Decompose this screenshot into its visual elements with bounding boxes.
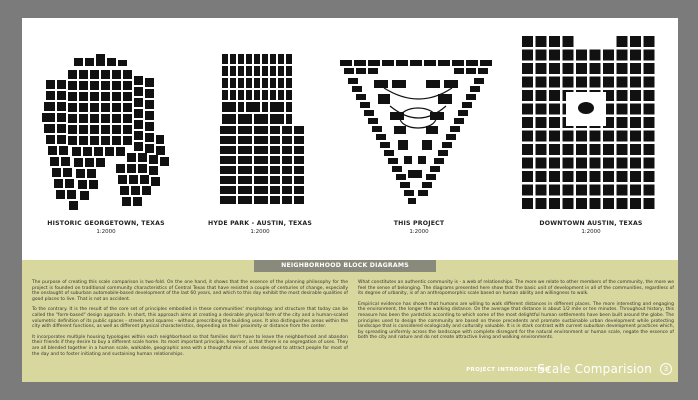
footer-page-title: Scale Comparision xyxy=(537,362,652,376)
footer-section-label: PROJECT INTRODUCTION xyxy=(466,367,550,373)
right-paragraph-1: What constitutes an authentic community is - a web of relationships. The more we relate to other members of the community, the more we feel the sense of belonging. The diagrams presented here show that the basic unit of development in all of the communities, regardless of its degree of urbanity, is of an anthropomorphic scale based on human ability and willingness to walk. xyxy=(358,280,674,297)
map-this-project xyxy=(334,40,504,250)
map-scale-georgetown: 1:2000 xyxy=(96,229,116,235)
map-scale-downtown-austin: 1:2000 xyxy=(581,229,601,235)
right-paragraph-2: Empirical evidence has shown that humans are willing to walk different distances in different places. The more interesting and engaging the environment, the longer the walking distance. On the average that distance is about 1/2 mile or ten minutes. Throughout history, this measure has been the yardstick according to which some of the most delightful human settlements have been built around the globe. The principles used to design the community are based on these precedents and promote sustainable urban development while protecting landscape that is considered ecologically and culturally valuable. It is in stark contrast with current suburban development practices which, by spreading uniformly across the landscape with complete disregard for the natural environment or human scale, negate the essence of both the city and nature and do not create attractive living and walking environments. xyxy=(358,301,674,341)
map-title-this-project: THIS PROJECT xyxy=(393,220,445,227)
georgetown-block-diagram xyxy=(36,40,176,220)
right-text-column xyxy=(358,280,674,346)
map-scale-hyde-park: 1:2000 xyxy=(250,229,270,235)
map-title-downtown-austin: DOWNTOWN AUSTIN, TEXAS xyxy=(539,220,643,227)
downtown-austin-block-diagram xyxy=(518,30,664,220)
left-paragraph-2: To the contrary. It is the result of the core set of principles embodied in these communities' morphology and structure that today can be called the "form-based" design approach. In short, this approach aims at creating a desirable physical form of the city and a human-scaled volumetric definition of its public spaces - streets and squares - without prescribing the building uses. It also distinguishes areas within the city with different functions, as well as different physical characteristics, depending on their proximity or distance from the center. xyxy=(32,307,348,330)
left-paragraph-1: The purpose of creating this scale comparison is two-fold. On the one hand, it shows that the essence of the planning philosophy for the project is founded on traditional community characteristics of Central Texas that have resisted a couple of centuries of change, especially the onslaught of suburban automobile-based development of the last 60 years, and which to this day exhibit the most desirable qualities of good places to live. That is not an accident. xyxy=(32,280,348,302)
left-text-column xyxy=(32,280,348,362)
map-title-hyde-park: HYDE PARK - AUSTIN, TEXAS xyxy=(207,220,313,227)
document-page xyxy=(22,18,678,382)
map-hyde-park xyxy=(200,40,320,250)
map-georgetown xyxy=(36,40,176,250)
hyde-park-block-diagram xyxy=(200,40,320,220)
map-downtown-austin xyxy=(518,30,664,250)
page-number-badge: 3 xyxy=(660,363,672,375)
project-block-diagram xyxy=(334,40,504,220)
left-paragraph-3: It incorporates multiple housing typologies within each neighborhood so that families don't have to leave the neighborhood and abandon their friends if they desire to buy a different scale home. Its most important principle, however, is that there is no segregation of uses. They are all blended together in a human scale, walkable, geographic area with a thoughtful mix of uses designed to attract people for most of the day and to foster initiating and sustaining human relationships. xyxy=(32,334,348,357)
section-title: NEIGHBORHOOD BLOCK DIAGRAMS xyxy=(254,260,436,272)
map-scale-this-project: 1:2000 xyxy=(409,229,429,235)
map-title-georgetown: HISTORIC GEORGETOWN, TEXAS xyxy=(47,220,165,227)
